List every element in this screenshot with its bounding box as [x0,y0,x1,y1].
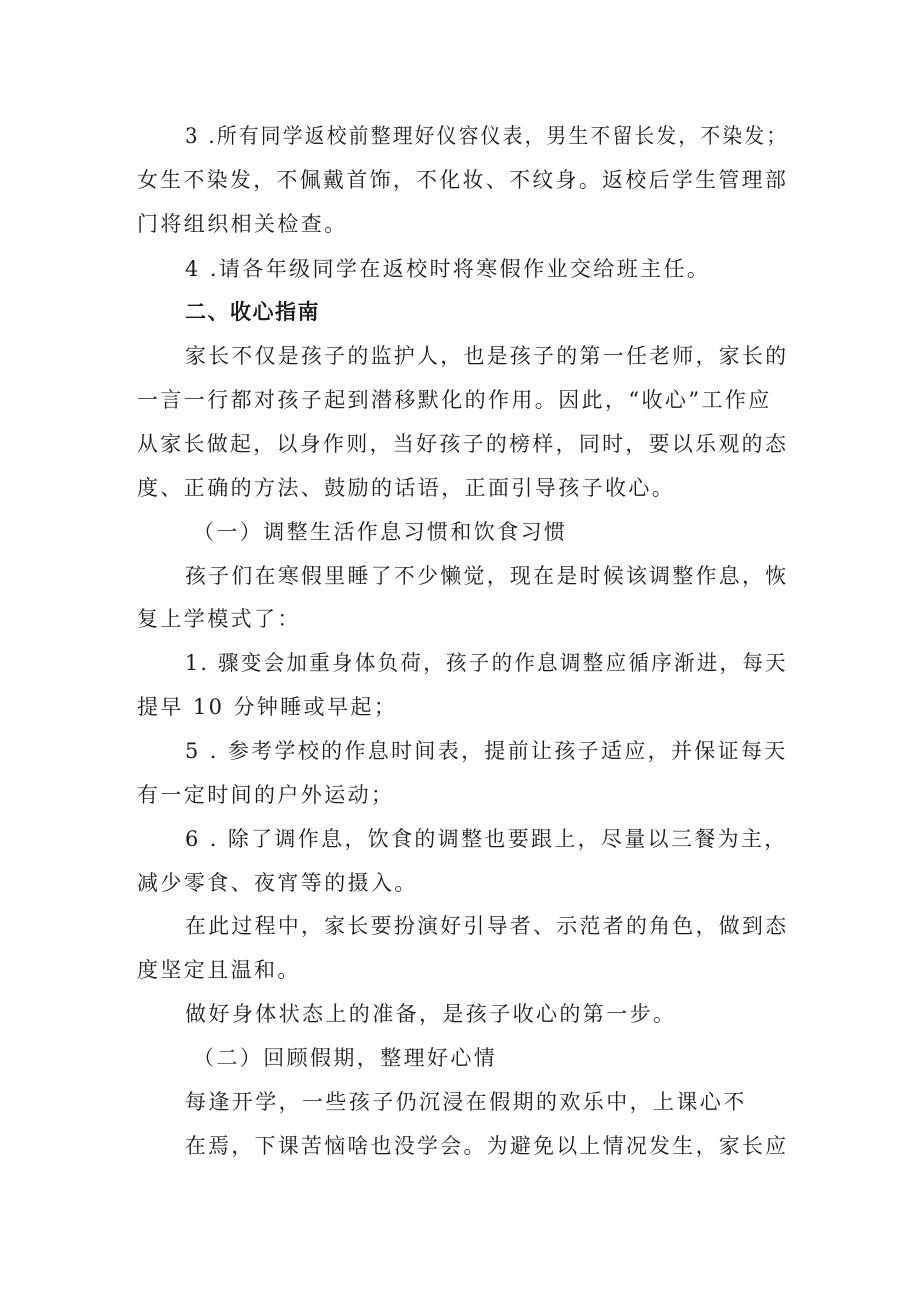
text-line: 孩子们在寒假里睡了不少懒觉，现在是时候该调整作息，恢 [185,564,789,588]
subsection-heading: （二）回顾假期，整理好心情 [193,1046,498,1070]
text-line: 在焉，下课苦恼啥也没学会。为避免以上情况发生，家长应 [185,1134,789,1158]
text-line: 一言一行都对孩子起到潜移默化的作用。因此，“收心”工作应 [137,388,772,412]
text-line: 4 .请各年级同学在返校时将寒假作业交给班主任。 [185,257,711,281]
text-line: 3 .所有同学返校前整理好仪容仪表，男生不留长发，不染发； [185,124,789,148]
subsection-heading: （一）调整生活作息习惯和饮食习惯 [193,520,568,544]
text-line: 做好身体状态上的准备，是孩子收心的第一步。 [185,1002,677,1026]
text-line: 减少零食、夜宵等的摄入。 [137,871,418,895]
text-line: 有一定时间的户外运动； [137,783,395,807]
text-line: 家长不仅是孩子的监护人，也是孩子的第一任老师，家长的 [185,344,789,368]
text-line: 从家长做起，以身作则，当好孩子的榜样，同时，要以乐观的态 [137,432,789,456]
text-line: 度坚定且温和。 [137,958,301,982]
text-line: 1. 骤变会加重身体负荷，孩子的作息调整应循序渐进，每天 [185,651,788,675]
text-line: 在此过程中，家长要扮演好引导者、示范者的角色，做到态 [185,914,789,938]
section-heading: 二、收心指南 [185,300,320,324]
text-line: 提早 10 分钟睡或早起； [137,695,398,719]
text-line: 5 . 参考学校的作息时间表，提前让孩子适应，并保证每天 [185,739,788,763]
text-line: 女生不染发，不佩戴首饰，不化妆、不纹身。返校后学生管理部 [137,168,789,192]
text-line: 度、正确的方法、鼓励的话语，正面引导孩子收心。 [137,476,676,500]
text-line: 每逢开学，一些孩子仍沉浸在假期的欢乐中，上课心不 [185,1090,747,1114]
text-line: 6 . 除了调作息，饮食的调整也要跟上，尽量以三餐为主， [185,827,788,851]
text-line: 复上学模式了： [137,607,301,631]
text-line: 门将组织相关检查。 [137,212,348,236]
